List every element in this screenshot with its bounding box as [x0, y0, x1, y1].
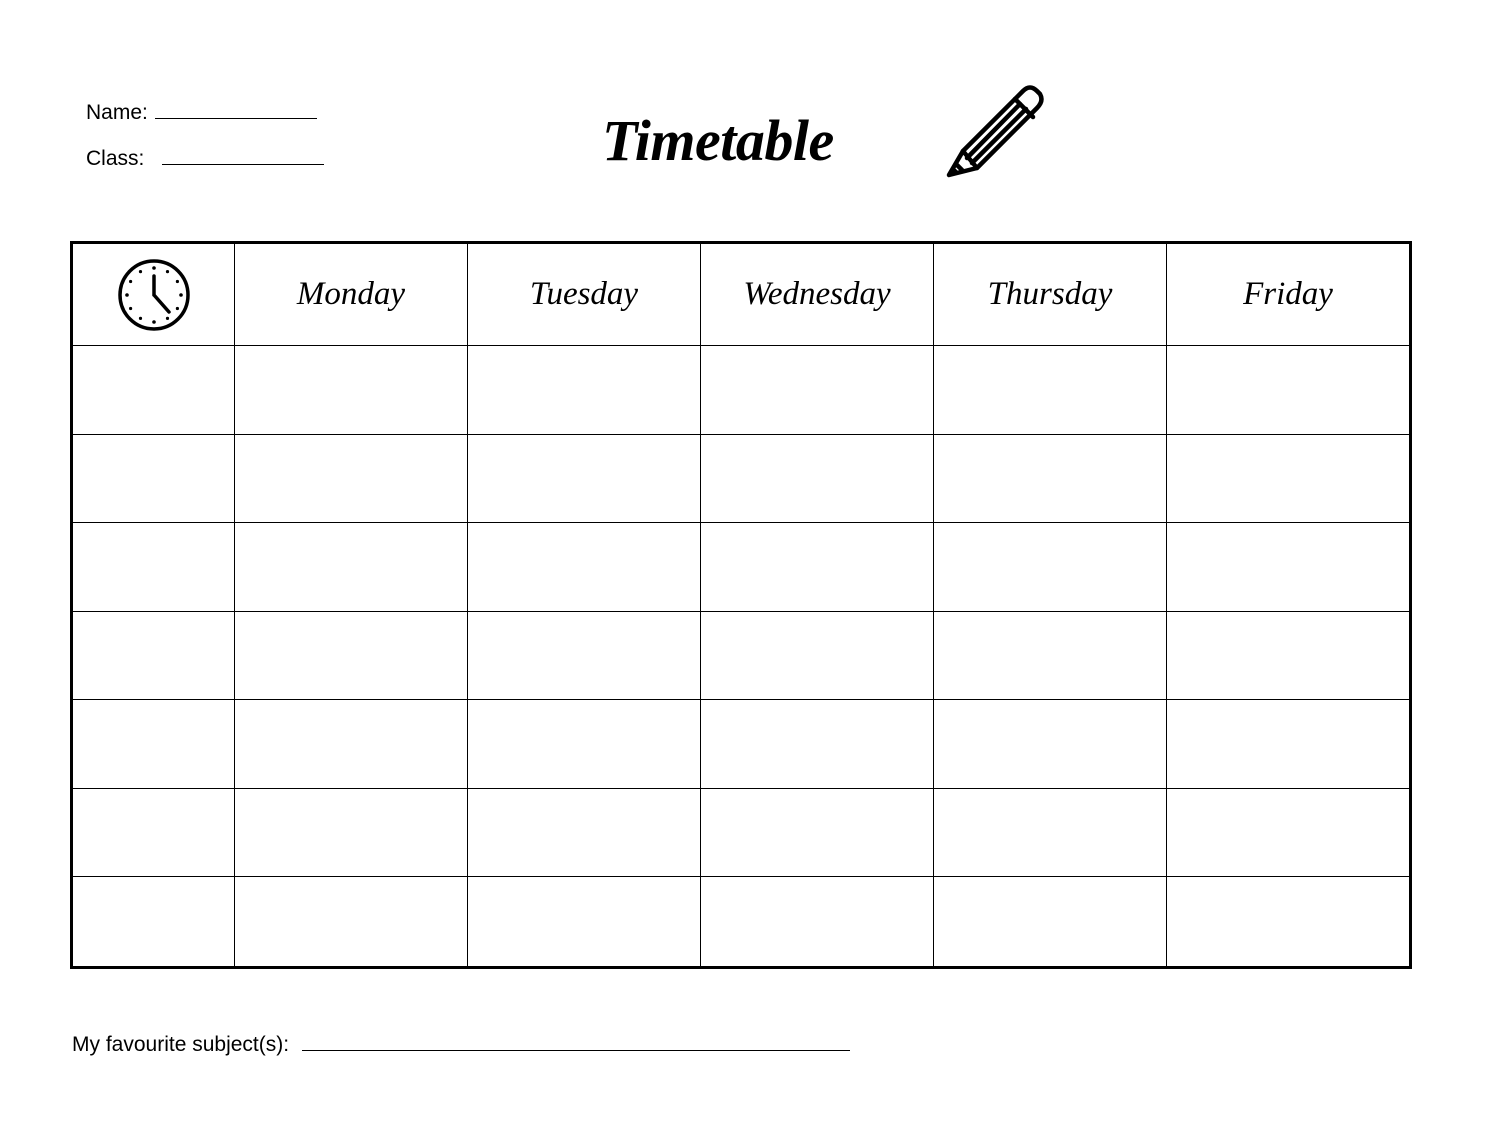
- lesson-cell-thursday[interactable]: [934, 346, 1167, 435]
- lesson-cell-thursday[interactable]: [934, 877, 1167, 966]
- time-slot-cell[interactable]: [73, 612, 235, 701]
- lesson-cell-thursday[interactable]: [934, 700, 1167, 789]
- lesson-cell-thursday[interactable]: [934, 523, 1167, 612]
- time-slot-cell[interactable]: [73, 523, 235, 612]
- lesson-cell-tuesday[interactable]: [468, 346, 701, 435]
- day-label-monday: Monday: [296, 276, 406, 312]
- lesson-cell-friday[interactable]: [1167, 700, 1409, 789]
- favourite-subject-label: My favourite subject(s):: [72, 1033, 290, 1056]
- lesson-cell-thursday[interactable]: [934, 612, 1167, 701]
- day-header-friday: [1167, 244, 1409, 346]
- lesson-cell-tuesday[interactable]: [468, 877, 701, 966]
- timetable-grid: [70, 241, 1412, 969]
- time-header-cell: [73, 244, 235, 346]
- day-label-friday: Friday: [1243, 276, 1333, 312]
- lesson-cell-wednesday[interactable]: [701, 346, 934, 435]
- lesson-cell-tuesday[interactable]: [468, 612, 701, 701]
- lesson-cell-wednesday[interactable]: [701, 523, 934, 612]
- lesson-cell-tuesday[interactable]: [468, 435, 701, 524]
- lesson-cell-wednesday[interactable]: [701, 612, 934, 701]
- lesson-cell-friday[interactable]: [1167, 877, 1409, 966]
- lesson-cell-tuesday[interactable]: [468, 789, 701, 878]
- lesson-cell-monday[interactable]: [235, 435, 468, 524]
- class-field: [86, 146, 324, 171]
- lesson-cell-friday[interactable]: [1167, 789, 1409, 878]
- name-field: [86, 100, 317, 125]
- name-blank-line[interactable]: [155, 100, 317, 119]
- lesson-cell-tuesday[interactable]: [468, 523, 701, 612]
- name-label: Name:: [86, 101, 148, 124]
- favourite-subject-field: [72, 1032, 850, 1057]
- lesson-cell-thursday[interactable]: [934, 789, 1167, 878]
- lesson-cell-wednesday[interactable]: [701, 435, 934, 524]
- pencil-icon: [940, 78, 1046, 182]
- lesson-cell-monday[interactable]: [235, 612, 468, 701]
- page-title: Timetable: [602, 108, 834, 173]
- favourite-subject-blank-line[interactable]: [302, 1032, 850, 1051]
- lesson-cell-monday[interactable]: [235, 523, 468, 612]
- time-slot-cell[interactable]: [73, 346, 235, 435]
- time-slot-cell[interactable]: [73, 877, 235, 966]
- lesson-cell-wednesday[interactable]: [701, 877, 934, 966]
- lesson-cell-friday[interactable]: [1167, 346, 1409, 435]
- day-label-tuesday: Tuesday: [529, 276, 639, 312]
- lesson-cell-wednesday[interactable]: [701, 789, 934, 878]
- lesson-cell-monday[interactable]: [235, 789, 468, 878]
- time-slot-cell[interactable]: [73, 435, 235, 524]
- day-header-tuesday: [468, 244, 701, 346]
- day-header-thursday: [934, 244, 1167, 346]
- lesson-cell-wednesday[interactable]: [701, 700, 934, 789]
- day-header-wednesday: [701, 244, 934, 346]
- lesson-cell-monday[interactable]: [235, 346, 468, 435]
- day-header-monday: [235, 244, 468, 346]
- lesson-cell-monday[interactable]: [235, 877, 468, 966]
- lesson-cell-monday[interactable]: [235, 700, 468, 789]
- lesson-cell-friday[interactable]: [1167, 435, 1409, 524]
- lesson-cell-friday[interactable]: [1167, 523, 1409, 612]
- time-slot-cell[interactable]: [73, 700, 235, 789]
- lesson-cell-thursday[interactable]: [934, 435, 1167, 524]
- clock-icon: [117, 258, 191, 332]
- lesson-cell-friday[interactable]: [1167, 612, 1409, 701]
- time-slot-cell[interactable]: [73, 789, 235, 878]
- day-label-thursday: Thursday: [987, 276, 1113, 312]
- class-label: Class:: [86, 147, 145, 170]
- class-blank-line[interactable]: [162, 146, 324, 165]
- lesson-cell-tuesday[interactable]: [468, 700, 701, 789]
- day-label-wednesday: Wednesday: [743, 276, 891, 312]
